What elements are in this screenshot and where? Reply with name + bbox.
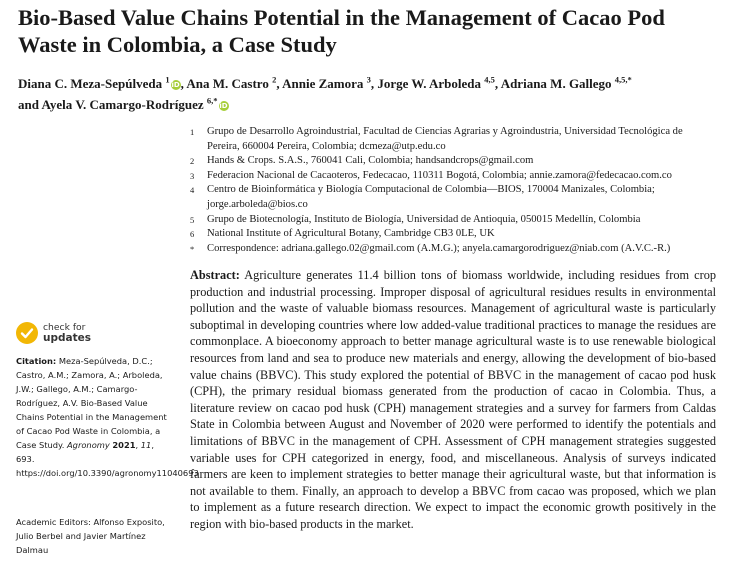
abstract xyxy=(190,267,716,533)
updates-label xyxy=(43,323,91,343)
affiliation-number: 5 xyxy=(190,214,195,225)
abstract-label: Abstract: xyxy=(190,268,240,282)
citation-text: Meza-Sepúlveda, D.C.; Castro, A.M.; Zamora, A.; Arboleda, J.W.; Gallego, A.M.; Camargo-Rodríguez, A.V. Bio-Based Value Chains Potential in the Management of Cacao Pod Waste in Colombia, a Case Study. xyxy=(16,356,167,450)
affiliation-text: National Institute of Agricultural Botany, Cambridge CB3 0LE, UK xyxy=(207,228,495,240)
author-affil-sup: 3 xyxy=(366,74,371,85)
affiliation-text: Grupo de Biotecnología, Instituto de Biología, Universidad de Antioquia, 050015 Medellín, Colombia xyxy=(207,213,641,225)
orcid-icon[interactable]: iD xyxy=(219,102,228,110)
citation-label: Citation: xyxy=(16,356,57,366)
affiliation-number: * xyxy=(190,243,195,254)
affiliation-number: 3 xyxy=(190,170,195,181)
affiliation-text: Grupo de Desarrollo Agroindustrial, Facultad de Ciencias Agrarias y Agroindustria, Universidad Tecnológica de Pereira, 660004 Pereira, Colombia; dcmeza@utp.edu.co xyxy=(207,126,683,152)
author-affil-sup: 4,5,* xyxy=(614,74,632,85)
affiliation-text: Centro de Bioinformática y Biología Computacional de Colombia—BIOS, 170004 Manizales, Colombia; jorge.arboleda@bios.co xyxy=(207,184,655,210)
updates-line1: check for xyxy=(43,322,86,333)
citation-volume: 11 xyxy=(140,440,152,450)
updates-line2: updates xyxy=(43,332,91,344)
affiliation-item xyxy=(190,227,715,242)
orcid-icon[interactable]: iD xyxy=(171,81,180,89)
author-affil-sup: 6,* xyxy=(206,95,218,106)
affiliation-item xyxy=(190,169,715,184)
author-name: and Ayela V. Camargo-Rodríguez xyxy=(18,97,204,112)
author-name: , Jorge W. Arboleda xyxy=(370,76,482,91)
citation-block: Citation: Meza-Sepúlveda, D.C.; Castro, A.M.; Zamora, A.; Arboleda, J.W.; Gallego, A.M.; Camargo-Rodríguez, A.V. Bio-Based Value Chains Potential in the Management of Cacao Pod Waste in Colombia, a Case Study. Agronomy 2021, 11, 693. https://doi.org/10.3390/agronomy11040693 xyxy=(16,356,199,478)
author-affil-sup: 4,5 xyxy=(484,74,495,85)
affiliation-number: 6 xyxy=(190,229,195,240)
correspondence-text: Correspondence: adriana.gallego.02@gmail.com (A.M.G.); anyela.camargorodriguez@niab.com (A.V.C.-R.) xyxy=(207,242,671,254)
check-for-updates-badge[interactable] xyxy=(16,321,106,345)
affiliation-text: Federacion Nacional de Cacaoteros, Fedecacao, 110311 Bogotá, Colombia; annie.zamora@fedecacao.com.co xyxy=(207,169,672,181)
affiliation-number: 4 xyxy=(190,185,195,196)
author-affil-sup: 2 xyxy=(272,74,277,85)
affiliation-item xyxy=(190,183,715,212)
author-name: , Adriana M. Gallego xyxy=(494,76,612,91)
author-affil-sup: 1 xyxy=(165,74,170,85)
author-name: Diana C. Meza-Sepúlveda xyxy=(18,76,163,91)
abstract-text: Agriculture generates 11.4 billion tons of biomass worldwide, including residues from crop production and industrial processing. Improper disposal of agricultural residues results in environmental pollution and the waste of valuable biomass resources. Management of agricultural waste is particularly suboptimal in developing countries where low added-value traditional practices to manage the residues are commonplace. A bioeconomy approach to better manage agricultural waste is to use renewable biological resources from land and sea to produce new materials and energy, allowing the development of bio-based value chains (BBVC). This study explored the potential of BBVC in the management of cacao pod husk (CPH), the primary residual biomass generated from the production of cacao in Colombia. Thus, a literature review on cacao pod husk (CPH) management strategies and a survey for farmers from Caldas State in Colombia between August and November of 2020 were performed to identify the potentials and limitations of BBVC in the management of CPH. Assessment of CPH management strategies suggested variable uses for CPH categorized in energy, food, and miscellaneous. Analysis of surveys indicated farmers are keen to implement strategies to better manage their agricultural waste, but that information is not available to them. Finally, an approach to develop a BBVC from cacao was proposed, which we plan to implement as a future research direction. We expect to impact the economic growth positively in the region with bio-based products in the market. xyxy=(190,268,716,531)
citation-year: 2021 xyxy=(112,440,136,450)
affiliation-item xyxy=(190,154,715,169)
affiliation-number: 2 xyxy=(190,156,195,167)
author-name: , Ana M. Castro xyxy=(180,76,269,91)
checkmark-icon xyxy=(16,322,38,344)
citation-doi[interactable]: , 693. https://doi.org/10.3390/agronomy11040693 xyxy=(16,440,199,478)
affiliation-item xyxy=(190,213,715,228)
correspondence-item xyxy=(190,242,715,257)
academic-editors: Academic Editors: Alfonso Exposito, Julio Berbel and Javier Martínez Dalmau xyxy=(16,517,165,555)
author-name: , Annie Zamora xyxy=(276,76,364,91)
citation-journal: Agronomy xyxy=(67,440,110,450)
paper-title: Bio-Based Value Chains Potential in the Management of Cacao Pod Waste in Colombia, a Case Study xyxy=(18,5,665,57)
affiliation-list xyxy=(190,125,715,256)
affiliation-number: 1 xyxy=(190,127,195,137)
affiliation-text: Hands & Crops. S.A.S., 760041 Cali, Colombia; handsandcrops@gmail.com xyxy=(207,155,534,167)
author-list xyxy=(18,73,718,115)
affiliation-item xyxy=(190,125,715,154)
